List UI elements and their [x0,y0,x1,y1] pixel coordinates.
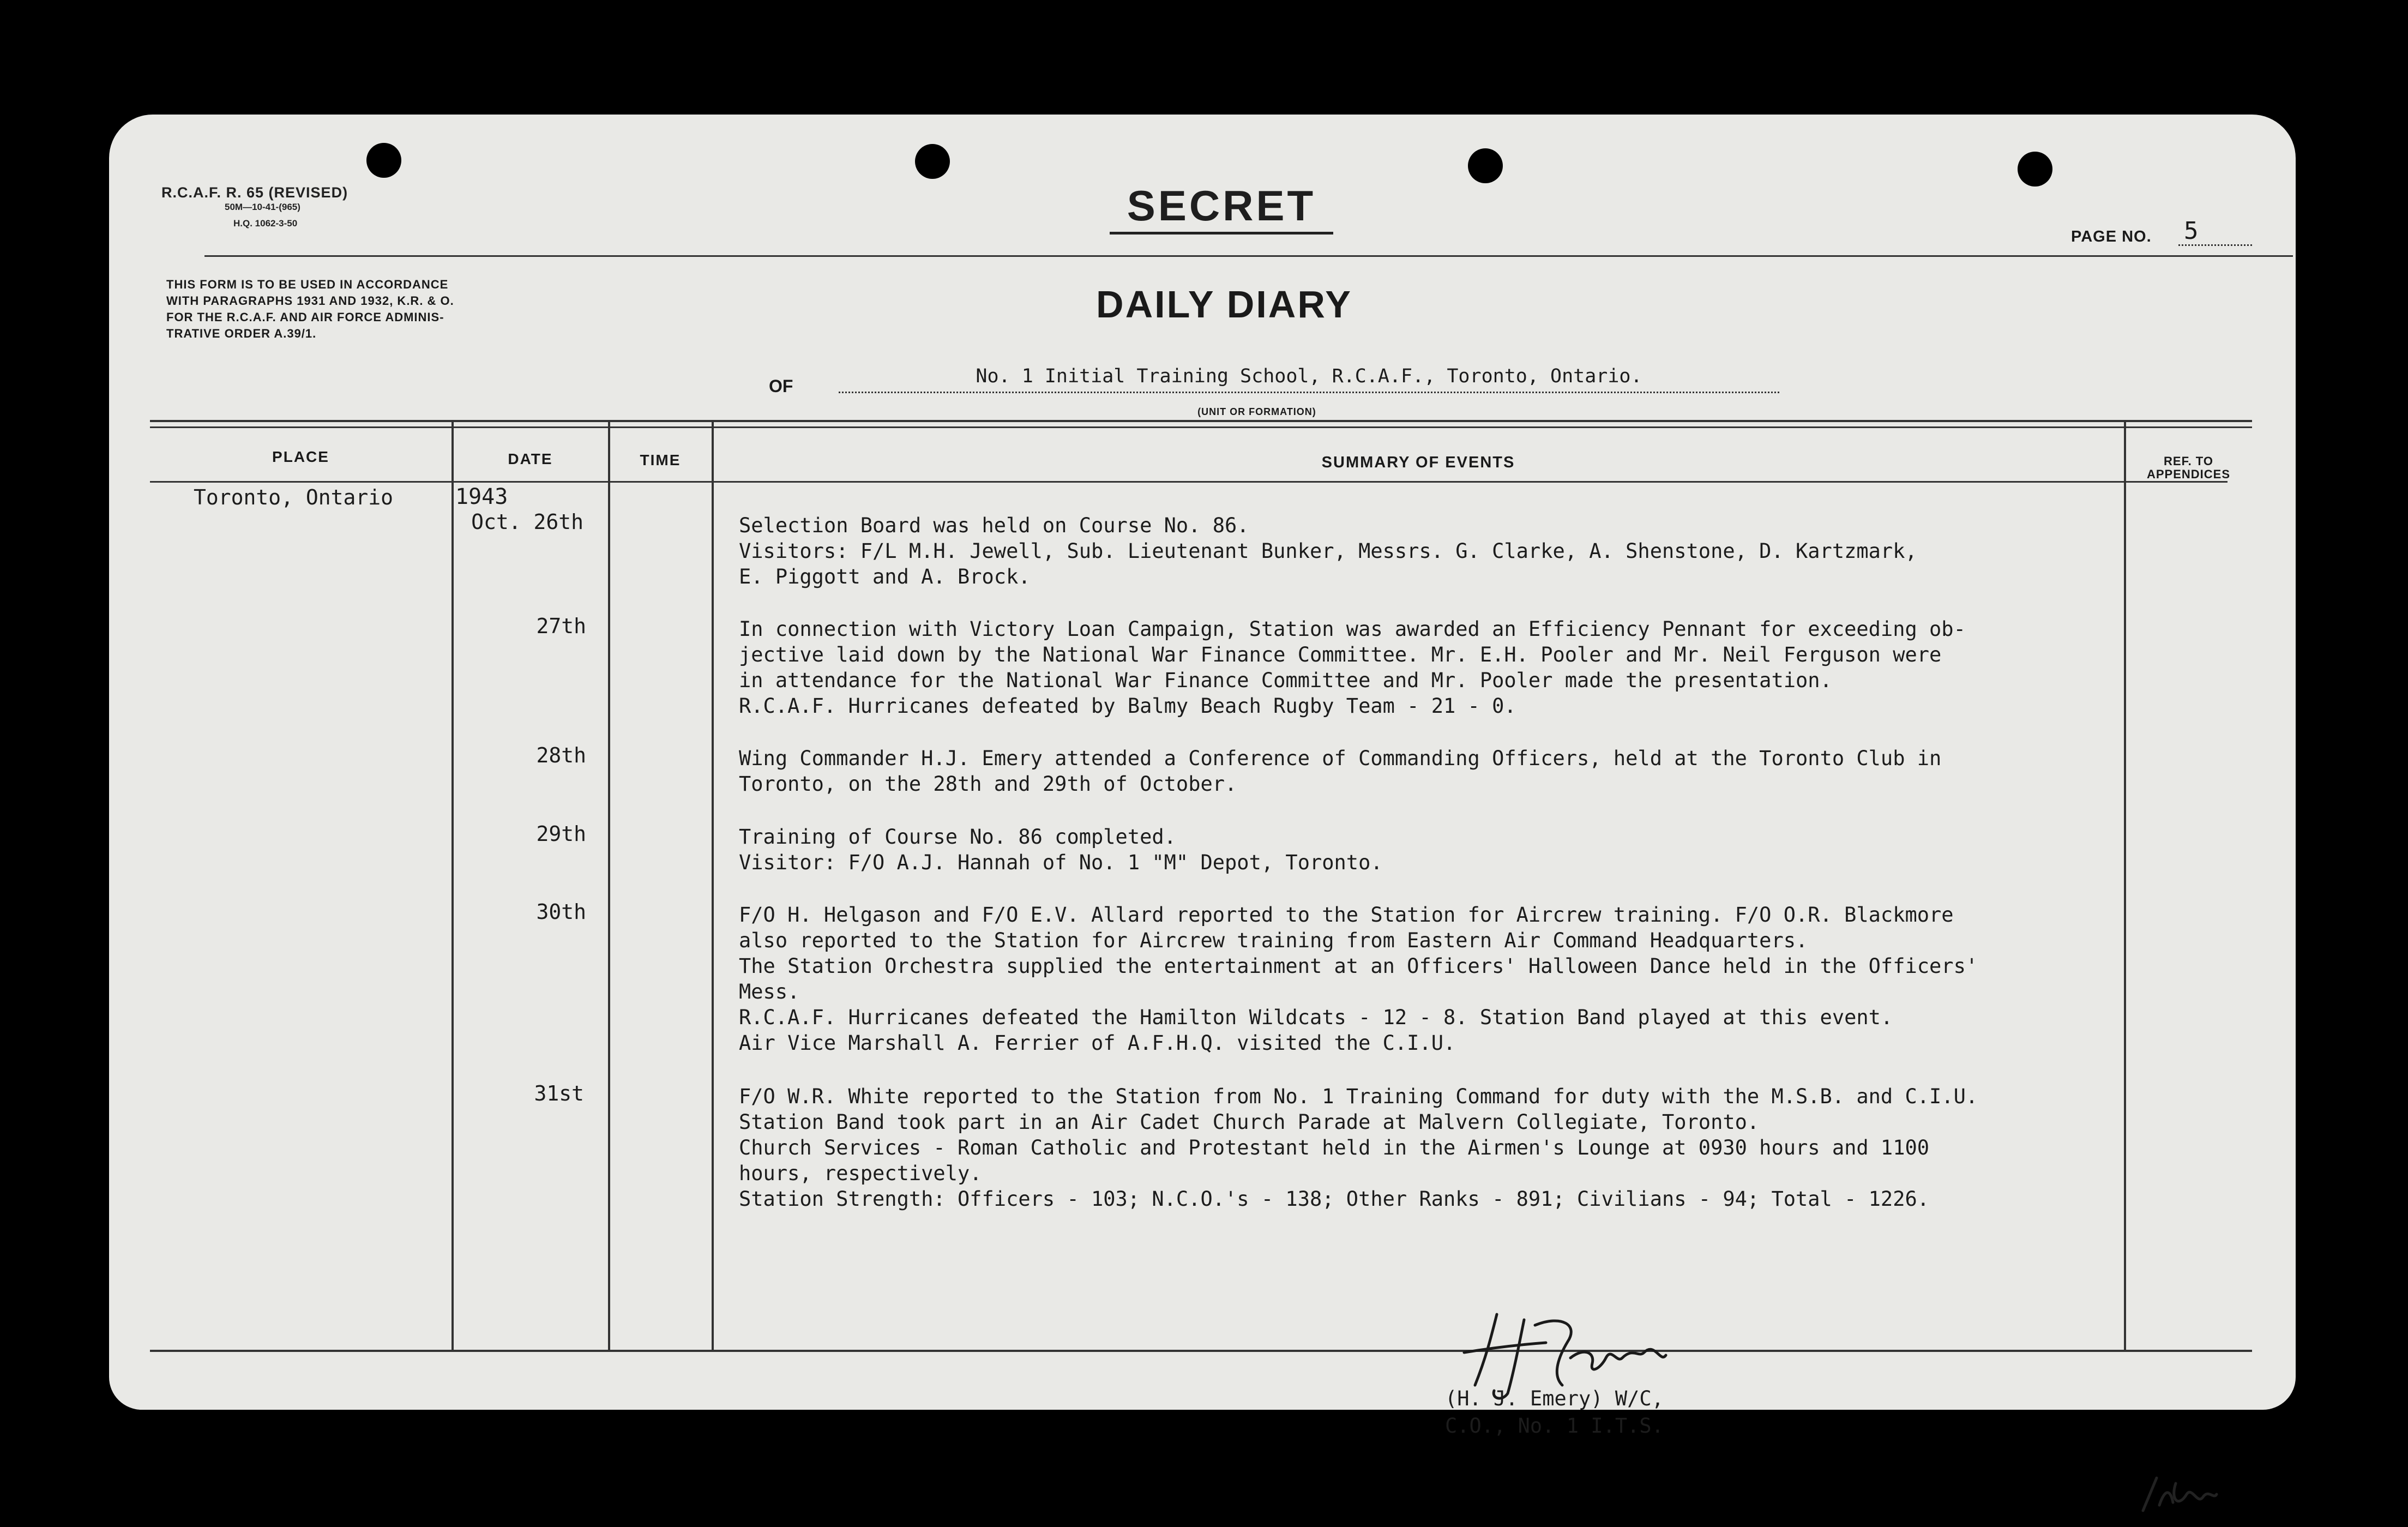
form-number: R.C.A.F. R. 65 (REVISED) [161,184,348,201]
event-line: In connection with Victory Loan Campaign, Station was awarded an Efficiency Pennant for exceeding ob- [739,617,1966,641]
date-cell: 31st [534,1081,584,1105]
event-line: R.C.A.F. Hurricanes defeated by Balmy Beach Rugby Team - 21 - 0. [739,694,1516,718]
event-line: The Station Orchestra supplied the entertainment at an Officers' Halloween Dance held in the Officers' [739,954,1978,978]
event-entry [739,902,2048,1056]
column-divider [2124,420,2126,1350]
of-label: OF [769,376,793,396]
signature-block [1445,1385,1664,1440]
header-summary: SUMMARY OF EVENTS [1321,454,1515,471]
date-cell: 29th [536,822,586,846]
punch-hole [2018,152,2052,187]
event-line: R.C.A.F. Hurricanes defeated the Hamilton Wildcats - 12 - 8. Station Band played at this event. [739,1006,1893,1029]
date-cell: 30th [536,900,586,924]
event-line: Training of Course No. 86 completed. [739,825,1176,849]
header-bottom-rule [150,481,2228,483]
event-line: Station Band took part in an Air Cadet Church Parade at Malvern Collegiate, Toronto. [739,1110,1760,1134]
column-divider [712,420,714,1350]
event-line: Selection Board was held on Course No. 86. [739,514,1249,537]
punch-hole [1468,148,1503,183]
column-divider [608,420,610,1350]
event-entry [739,824,2048,875]
header-place: PLACE [272,448,329,465]
instruction-line: THIS FORM IS TO BE USED IN ACCORDANCE [166,278,449,291]
table-top-rule [150,426,2252,428]
signature-name: (H. J. Emery) W/C, [1445,1387,1664,1410]
page-label: PAGE NO. [2071,228,2152,245]
event-line: Visitor: F/O A.J. Hannah of No. 1 "M" Depot, Toronto. [739,851,1383,874]
column-divider [452,420,454,1350]
event-line: Church Services - Roman Catholic and Protestant held in the Airmen's Lounge at 0930 hours and 1100 [739,1136,1930,1159]
diary-form-card [109,115,2296,1438]
header-ref-line: APPENDICES [2146,467,2231,481]
header-time: TIME [640,452,681,468]
print-code: 50M—10-41-(965) [225,202,300,212]
event-line: also reported to the Station for Aircrew training from Eastern Air Command Headquarters. [739,929,1808,952]
event-line: F/O W.R. White reported to the Station from No. 1 Training Command for duty with the M.S.B. and C.I.U. [739,1085,1978,1108]
event-line: jective laid down by the National War Finance Committee. Mr. E.H. Pooler and Mr. Neil Ferguson were [739,643,1942,666]
event-line: F/O H. Helgason and F/O E.V. Allard reported to the Station for Aircrew training. F/O O.R. Blackmore [739,903,1954,927]
event-line: Station Strength: Officers - 103; N.C.O.'s - 138; Other Ranks - 891; Civilians - 94; Total - 1226. [739,1187,1930,1211]
signature-title: C.O., No. 1 I.T.S. [1445,1414,1664,1438]
event-line: Toronto, on the 28th and 29th of October. [739,772,1237,796]
date-cell: 28th [536,743,586,767]
table-top-rule [150,420,2252,422]
event-entry [739,746,2048,797]
year-cell: 1943 [455,484,508,509]
event-line: E. Piggott and A. Brock. [739,565,1031,588]
event-line: in attendance for the National War Finance Committee and Mr. Pooler made the presentation. [739,669,1832,692]
punch-hole [915,144,950,179]
date-cell: Oct. 26th [471,510,583,534]
event-line: Air Vice Marshall A. Ferrier of A.F.H.Q. visited the C.I.U. [739,1031,1456,1055]
unit-name: No. 1 Initial Training School, R.C.A.F., Toronto, Ontario. [839,361,1779,393]
event-entry [739,616,2048,719]
instruction-line: WITH PARAGRAPHS 1931 AND 1932, K.R. & O. [166,294,454,308]
header-ref-line: REF. TO [2164,454,2213,468]
table-bottom-rule [150,1350,2252,1352]
form-instructions [166,276,581,342]
page-number: 5 [2178,218,2252,246]
header-date: DATE [508,450,553,467]
hq-code: H.Q. 1062-3-50 [233,218,298,229]
place-cell: Toronto, Ontario [194,485,394,509]
handwritten-folio-mark [2138,1472,2219,1516]
event-line: Mess. [739,980,800,1003]
header-ref [2125,455,2252,481]
events-table [150,420,2252,1438]
unit-caption: (UNIT OR FORMATION) [1197,406,1316,417]
classification-stamp: SECRET [1110,181,1333,235]
event-entry [739,1084,2048,1212]
instruction-line: TRATIVE ORDER A.39/1. [166,327,317,340]
punch-hole [366,143,401,178]
header-rule [204,255,2293,257]
instruction-line: FOR THE R.C.A.F. AND AIR FORCE ADMINIS- [166,310,444,324]
event-line: Visitors: F/L M.H. Jewell, Sub. Lieutenant Bunker, Messrs. G. Clarke, A. Shenstone, D. Kartzmark, [739,539,1917,563]
event-entry [739,513,2048,590]
event-line: hours, respectively. [739,1162,982,1185]
form-title: DAILY DIARY [1096,283,1352,326]
date-cell: 27th [536,614,586,638]
event-line: Wing Commander H.J. Emery attended a Conference of Commanding Officers, held at the Toronto Club in [739,747,1942,770]
